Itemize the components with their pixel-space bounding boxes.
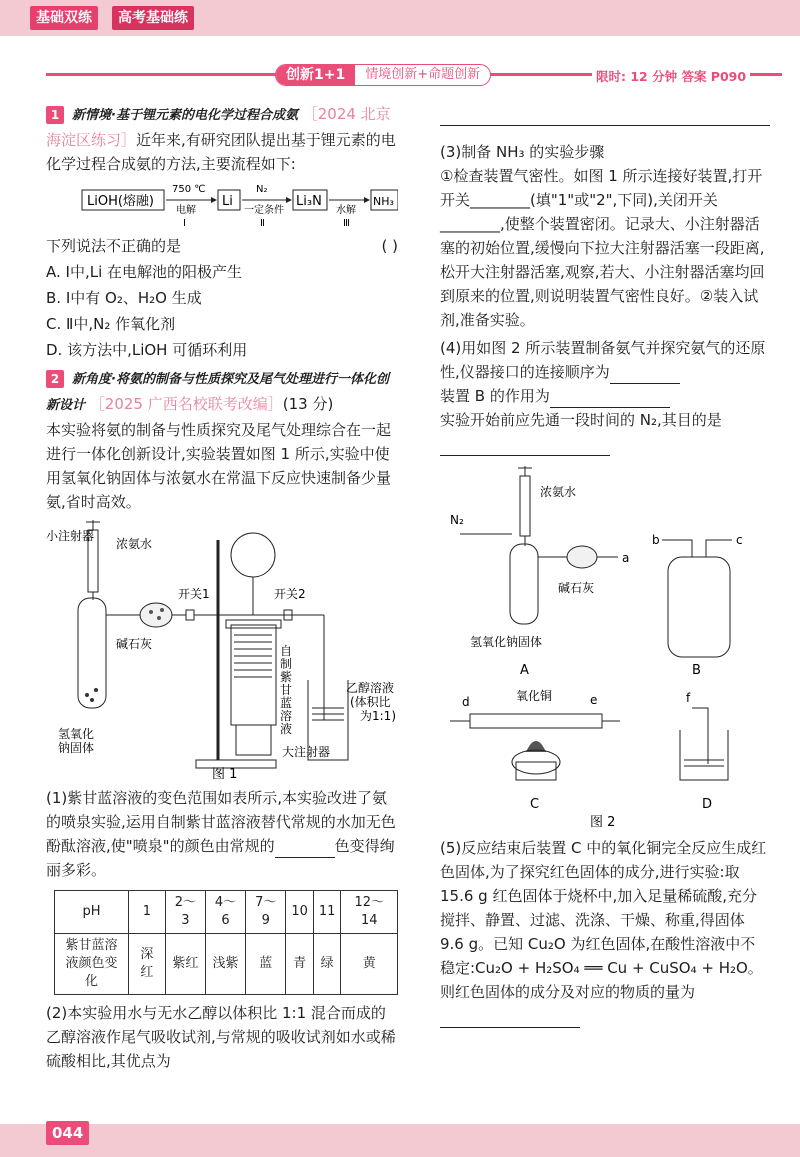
flow-step3: Ⅲ <box>343 218 350 229</box>
fig1-label-switch1: 开关1 <box>178 587 210 601</box>
q2-intro: 本实验将氨的制备与性质探究及尾气处理综合在一起进行一体化创新设计,实验装置如图 1 所示,实验中使用氢氧化钠固体与浓氨水在常温下反应快速制备少量氨,省时高效。 <box>46 421 392 511</box>
q2-part2-blank[interactable] <box>440 125 770 126</box>
fig1-caption: 图 1 <box>212 767 238 780</box>
ph-color-table <box>54 890 398 995</box>
footer-bar <box>0 1124 800 1157</box>
fig1-label-naoh: 氢氧化钠固体 <box>58 727 95 755</box>
banner-sub: 情境创新+命题创新 <box>365 67 481 82</box>
fig2-label-D: D <box>702 797 713 812</box>
flow-box-nh3: NH₃ <box>373 195 394 208</box>
fig2-port-f: f <box>686 691 691 705</box>
fig1-label-ethanol: 乙醇溶液(体积比为1:1) <box>346 681 396 723</box>
fig2-caption: 图 2 <box>590 815 616 830</box>
table-cell: 紫红 <box>165 934 205 995</box>
flow-arrow3-bottom: 水解 <box>336 205 356 216</box>
right-column <box>440 102 770 1028</box>
q2-part1: (1)紫甘蓝溶液的变色范围如表所示,本实验改进了氨的喷泉实验,运用自制紫甘蓝溶液替代常规的水加无色酚酞溶液,使"喷泉"的颜色由常规的 <box>46 789 396 855</box>
table-header-cell: 2～3 <box>165 891 205 934</box>
time-limit: 限时: 12 分钟 答案 P090 <box>592 65 750 89</box>
q2-part4-blank-n2[interactable] <box>440 455 610 456</box>
header-tag-gaokao: 高考基础练 <box>112 6 194 30</box>
table-cell: 青 <box>286 934 314 995</box>
banner-main: 创新1+1 <box>276 65 355 85</box>
q2-source: ［2025 广西名校联考改编］ <box>89 395 283 413</box>
q2-title: 新角度·将氨的制备与性质探究及尾气处理进行一体化创新设计 <box>46 372 389 413</box>
flow-box-li3n: Li₃N <box>296 194 322 209</box>
fig2-label-cuo: 氧化铜 <box>516 689 553 703</box>
q2-part5: (5)反应结束后装置 C 中的氧化铜完全反应生成红色固体,为了探究红色固体的成分,进行实验:取 15.6 g 红色固体于烧杯中,加入足量稀硫酸,充分搅拌、静置、过滤、洗涤、干燥、称重,得固体 9.6 g。已知 Cu₂O 为红色固体,在酸性溶液中不稳定:Cu₂O + H₂SO₄ ══ Cu + CuSO₄ + H₂O。则红色固体的成分及对应的物质的量为 <box>440 839 767 1001</box>
table-header-cell: 10 <box>286 891 314 934</box>
table-header-cell: 12～14 <box>341 891 398 934</box>
q1-answer-bracket[interactable]: ( ) <box>381 237 398 255</box>
table-header-cell: 11 <box>313 891 341 934</box>
q2-part4c: 实验开始前应先通一段时间的 N₂,其目的是 <box>440 411 722 429</box>
table-cell: 黄 <box>341 934 398 995</box>
fig1-label-ammonia: 浓氨水 <box>116 537 153 551</box>
fig2-port-c: c <box>736 533 743 547</box>
table-cell: 蓝 <box>246 934 286 995</box>
fig2-label-B: B <box>692 663 701 678</box>
q1-flow-diagram <box>46 178 398 230</box>
fig1-label-soda-lime: 碱石灰 <box>116 637 153 651</box>
q1-option-a[interactable]: A. Ⅰ中,Li 在电解池的阳极产生 <box>46 263 243 281</box>
q2-part1-blank[interactable] <box>275 857 335 858</box>
header-tag-basic: 基础双练 <box>30 6 98 30</box>
section-banner <box>275 64 491 86</box>
q1-stem: 下列说法不正确的是 <box>46 237 182 255</box>
fig2-label-n2: N₂ <box>450 513 464 527</box>
q2-part1-tail: 色变得绚丽多彩。 <box>46 837 395 879</box>
fig2-label-naoh: 氢氧化钠固体 <box>470 635 543 649</box>
flow-arrow2-top: N₂ <box>256 184 268 195</box>
fig2-label-soda-lime: 碱石灰 <box>558 581 595 595</box>
flow-box-lioh: LiOH(熔融) <box>87 194 155 209</box>
question-number-2: 2 <box>46 370 64 388</box>
flow-arrow1-top: 750 ℃ <box>172 184 206 195</box>
fig2-port-a: a <box>622 551 630 565</box>
flow-arrow2-bottom: 一定条件 <box>244 205 284 216</box>
q1-option-d[interactable]: D. 该方法中,LiOH 可循环利用 <box>46 341 248 359</box>
q2-part4b: 装置 B 的作用为 <box>440 387 550 405</box>
q1-option-b[interactable]: B. Ⅰ中有 O₂、H₂O 生成 <box>46 289 202 307</box>
left-column <box>46 102 398 1073</box>
fig2-port-d: d <box>462 695 470 709</box>
q2-part4: (4)用如图 2 所示装置制备氨气并探究氨气的还原性,仪器接口的连接顺序为 <box>440 339 766 381</box>
flow-arrow1-bottom: 电解 <box>176 205 196 216</box>
q1-option-c[interactable]: C. Ⅱ中,N₂ 作氧化剂 <box>46 315 176 333</box>
flow-step1: Ⅰ <box>183 218 186 229</box>
table-header-cell: 1 <box>129 891 166 934</box>
q2-part5-blank[interactable] <box>440 1027 580 1028</box>
q2-score: (13 分) <box>282 395 334 413</box>
fig1-label-small-syringe: 小注射器 <box>46 529 95 543</box>
q2-part3: ①检查装置气密性。如图 1 所示连接好装置,打开开关________(填"1"或"2",下同),关闭开关________,使整个装置密闭。记录大、小注射器活塞的初始位置,缓慢向下拉大注射器活塞一段距离,松开大注射器活塞,观察,若大、小注射器活塞均回到原来的位置,则说明装置气密性良好。②装入试剂,准备实验。 <box>440 167 765 329</box>
fig2-label-ammonia: 浓氨水 <box>540 485 577 499</box>
fig1-label-cabbage: 自制紫甘蓝溶液 <box>280 644 293 736</box>
q1-title: 新情境·基于锂元素的电化学过程合成氨 <box>72 108 298 123</box>
fig2-label-C: C <box>530 797 540 812</box>
flow-step2: Ⅱ <box>260 218 265 229</box>
q1-source: ［2024 北京海淀区练习］ <box>46 105 391 149</box>
table-header-cell: pH <box>55 891 129 934</box>
table-header-cell: 7～9 <box>246 891 286 934</box>
fig2-port-e: e <box>590 693 598 707</box>
fig2-label-A: A <box>520 663 529 678</box>
q2-part2: (2)本实验用水与无水乙醇以体积比 1:1 混合而成的乙醇溶液作尾气吸收试剂,与常规的吸收试剂如水或稀硫酸相比,其优点为 <box>46 1004 396 1070</box>
table-cell: 绿 <box>313 934 341 995</box>
figure-2 <box>440 462 770 832</box>
q1-intro: 近年来,有研究团队提出基于锂元素的电化学过程合成氨的方法,主要流程如下: <box>46 131 396 173</box>
q2-part3-title: (3)制备 NH₃ 的实验步骤 <box>440 143 605 161</box>
table-header-cell: 4～6 <box>205 891 245 934</box>
page-number: 044 <box>46 1121 89 1145</box>
table-row-label: 紫甘蓝溶液颜色变化 <box>55 934 129 995</box>
table-cell: 深红 <box>129 934 166 995</box>
figure-1 <box>46 520 398 780</box>
fig2-port-b: b <box>652 533 660 547</box>
fig1-label-switch2: 开关2 <box>274 587 306 601</box>
flow-box-li: Li <box>222 194 233 209</box>
fig1-label-big-syringe: 大注射器 <box>282 745 331 759</box>
table-cell: 浅紫 <box>205 934 245 995</box>
question-number-1: 1 <box>46 106 64 124</box>
